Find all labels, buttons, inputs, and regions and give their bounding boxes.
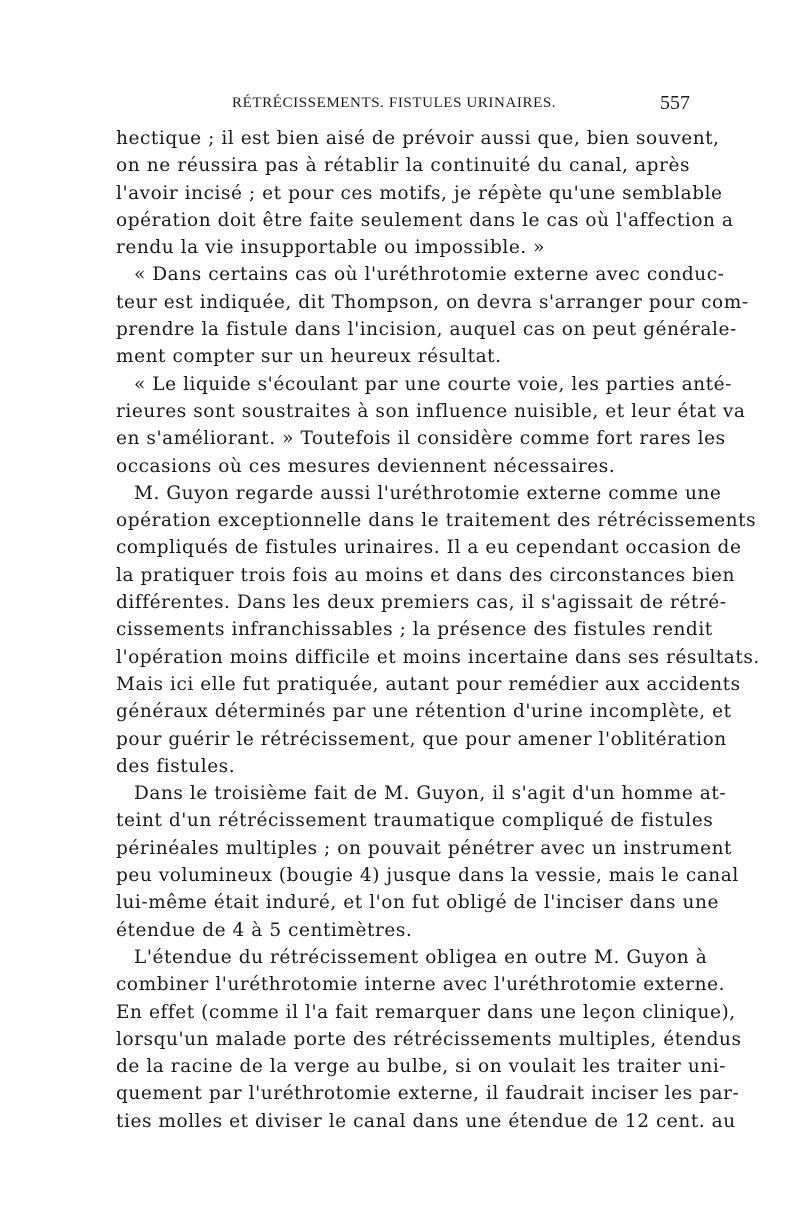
text-line: occasions où ces mesures deviennent nécessaires.: [116, 455, 616, 477]
text-line: teur est indiquée, dit Thompson, on devra s'arranger pour com-: [116, 291, 749, 313]
text-line: teint d'un rétrécissement traumatique compliqué de fistules: [116, 810, 714, 832]
text-line: En effet (comme il l'a fait remarquer dans une leçon clinique),: [116, 1001, 736, 1023]
text-line: périnéales multiples ; on pouvait pénétrer avec un instrument: [116, 837, 733, 859]
text-line: quement par l'uréthrotomie externe, il faudrait inciser les par-: [116, 1083, 740, 1105]
text-line: peu volumineux (bougie 4) jusque dans la vessie, mais le canal: [116, 865, 739, 887]
text-line: ties molles et diviser le canal dans une étendue de 12 cent. au: [116, 1110, 736, 1132]
page-number: 557: [660, 92, 690, 114]
text-line: lorsqu'un malade porte des rétrécissements multiples, étendus: [116, 1028, 742, 1050]
text-line: combiner l'uréthrotomie interne avec l'uréthrotomie externe.: [116, 974, 726, 996]
text-line: ment compter sur un heureux résultat.: [116, 346, 502, 368]
text-line: l'avoir incisé ; et pour ces motifs, je répète qu'une semblable: [116, 182, 723, 204]
text-line: hectique ; il est bien aisé de prévoir aussi que, bien souvent,: [116, 128, 720, 149]
running-head: [116, 92, 690, 125]
text-line: étendue de 4 à 5 centimètres.: [116, 919, 413, 941]
text-line: « Le liquide s'écoulant par une courte voie, les parties anté-: [134, 373, 732, 395]
text-line: « Dans certains cas où l'uréthrotomie externe avec conduc-: [134, 264, 725, 286]
text-line: lui-même était induré, et l'on fut obligé de l'inciser dans une: [116, 892, 719, 914]
running-title: RÉTRÉCISSEMENTS. FISTULES URINAIRES.: [232, 95, 557, 111]
text-line: en s'améliorant. » Toutefois il considère comme fort rares les: [116, 428, 726, 450]
text-line: rendu la vie insupportable ou impossible. »: [116, 237, 546, 259]
text-line: opération exceptionnelle dans le traitement des rétrécissements: [116, 510, 757, 532]
text-line: on ne réussira pas à rétablir la continuité du canal, après: [116, 155, 690, 177]
text-line: de la racine de la verge au bulbe, si on voulait les traiter uni-: [116, 1056, 727, 1078]
body-text: [116, 125, 760, 1135]
text-line: opération doit être faite seulement dans le cas où l'affection a: [116, 209, 734, 231]
text-line: la pratiquer trois fois au moins et dans des circonstances bien: [116, 564, 735, 586]
text-line: M. Guyon regarde aussi l'uréthrotomie externe comme une: [134, 482, 722, 504]
text-line: différentes. Dans les deux premiers cas, il s'agissait de rétré-: [116, 592, 727, 614]
text-line: des fistules.: [116, 755, 236, 777]
text-line: rieures sont soustraites à son influence nuisible, et leur état va: [116, 400, 746, 422]
text-line: pour guérir le rétrécissement, que pour amener l'oblitération: [116, 728, 727, 750]
text-line: prendre la fistule dans l'incision, auquel cas on peut générale-: [116, 319, 737, 341]
text-line: cissements infranchissables ; la présence des fistules rendit: [116, 619, 713, 641]
text-line: Dans le troisième fait de M. Guyon, il s'agit d'un homme at-: [134, 783, 727, 805]
text-line: l'opération moins difficile et moins incertaine dans ses résultats.: [116, 646, 760, 668]
text-line: généraux déterminés par une rétention d'urine incomplète, et: [116, 701, 732, 723]
text-line: Mais ici elle fut pratiquée, autant pour remédier aux accidents: [116, 673, 741, 695]
text-line: compliqués de fistules urinaires. Il a eu cependant occasion de: [116, 537, 742, 559]
text-line: L'étendue du rétrécissement obligea en outre M. Guyon à: [134, 946, 708, 968]
